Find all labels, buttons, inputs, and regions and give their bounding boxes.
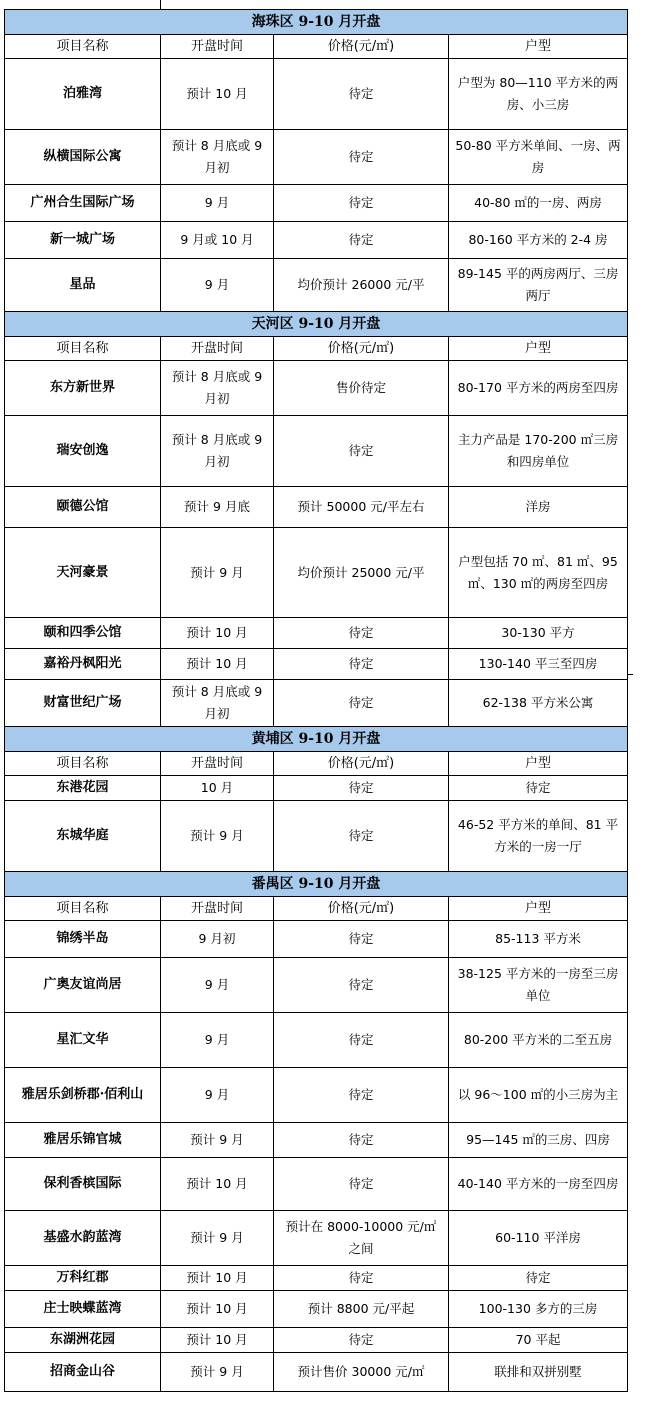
table-row [5, 1068, 628, 1123]
price-cell: 均价预计 26000 元/平 [274, 259, 449, 312]
open-time-cell: 9 月初 [161, 921, 274, 958]
price-cell: 待定 [274, 59, 449, 130]
header-unit-type: 户型 [449, 897, 628, 921]
unit-type-cell: 40-80 ㎡的一房、两房 [449, 185, 628, 222]
price-cell: 均价预计 25000 元/平 [274, 528, 449, 618]
price-cell: 待定 [274, 618, 449, 649]
project-name-cell: 星汇文华 [5, 1013, 161, 1068]
table-row [5, 1013, 628, 1068]
table-row [5, 361, 628, 416]
project-name-cell: 嘉裕丹枫阳光 [5, 649, 161, 680]
header-open-time: 开盘时间 [161, 752, 274, 776]
project-name-cell: 东方新世界 [5, 361, 161, 416]
project-name-cell: 雅居乐剑桥郡·佰利山 [5, 1068, 161, 1123]
price-cell: 待定 [274, 416, 449, 487]
open-time-cell: 10 月 [161, 776, 274, 801]
unit-type-cell: 以 96～100 ㎡的小三房为主 [449, 1068, 628, 1123]
price-cell: 待定 [274, 921, 449, 958]
unit-type-cell: 100-130 多方的三房 [449, 1291, 628, 1328]
open-time-cell: 预计 10 月 [161, 1158, 274, 1211]
unit-type-cell: 80-200 平方米的二至五房 [449, 1013, 628, 1068]
price-cell: 待定 [274, 1158, 449, 1211]
project-name-cell: 万科红郡 [5, 1266, 161, 1291]
unit-type-cell: 待定 [449, 776, 628, 801]
header-project-name: 项目名称 [5, 752, 161, 776]
open-time-cell: 预计 10 月 [161, 1291, 274, 1328]
open-time-cell: 9 月 [161, 958, 274, 1013]
open-time-cell: 预计 10 月 [161, 1266, 274, 1291]
price-cell: 预计 50000 元/平左右 [274, 487, 449, 528]
unit-type-cell: 30-130 平方 [449, 618, 628, 649]
unit-type-cell: 85-113 平方米 [449, 921, 628, 958]
price-cell: 待定 [274, 1328, 449, 1353]
open-time-cell: 预计 8 月底或 9 月初 [161, 130, 274, 185]
project-name-cell: 锦绣半岛 [5, 921, 161, 958]
table-row [5, 801, 628, 872]
open-time-cell: 预计 10 月 [161, 618, 274, 649]
project-name-cell: 保利香槟国际 [5, 1158, 161, 1211]
unit-type-cell: 62-138 平方米公寓 [449, 680, 628, 727]
project-name-cell: 财富世纪广场 [5, 680, 161, 727]
project-name-cell: 东城华庭 [5, 801, 161, 872]
table-row [5, 528, 628, 618]
table-row [5, 1291, 628, 1328]
table-row [5, 958, 628, 1013]
open-time-cell: 预计 9 月 [161, 1353, 274, 1392]
unit-type-cell: 46-52 平方米的单间、81 平方米的一房一厅 [449, 801, 628, 872]
column-header-row [5, 897, 628, 921]
open-time-cell: 预计 9 月 [161, 801, 274, 872]
price-cell: 待定 [274, 680, 449, 727]
table-row [5, 1158, 628, 1211]
header-price: 价格(元/㎡) [274, 337, 449, 361]
price-cell: 待定 [274, 1068, 449, 1123]
launch-schedule-table [4, 9, 628, 1392]
project-name-cell: 东港花园 [5, 776, 161, 801]
unit-type-cell: 40-140 平方米的一房至四房 [449, 1158, 628, 1211]
price-cell: 待定 [274, 958, 449, 1013]
unit-type-cell: 38-125 平方米的一房至三房单位 [449, 958, 628, 1013]
project-name-cell: 新一城广场 [5, 222, 161, 259]
project-name-cell: 泊雅湾 [5, 59, 161, 130]
price-cell: 待定 [274, 1123, 449, 1158]
table-row [5, 222, 628, 259]
table-row [5, 649, 628, 680]
project-name-cell: 瑞安创逸 [5, 416, 161, 487]
unit-type-cell: 60-110 平洋房 [449, 1211, 628, 1266]
region-title: 天河区 9-10 月开盘 [5, 312, 628, 337]
open-time-cell: 9 月 [161, 1013, 274, 1068]
price-cell: 预计售价 30000 元/㎡ [274, 1353, 449, 1392]
open-time-cell: 9 月 [161, 1068, 274, 1123]
open-time-cell: 预计 9 月 [161, 1123, 274, 1158]
unit-type-cell: 户型包括 70 ㎡、81 ㎡、95 ㎡、130 ㎡的两房至四房 [449, 528, 628, 618]
region-header-row [5, 312, 628, 337]
open-time-cell: 预计 8 月底或 9 月初 [161, 680, 274, 727]
top-edge-mark [160, 0, 161, 9]
open-time-cell: 预计 10 月 [161, 649, 274, 680]
project-name-cell: 广奥友谊尚居 [5, 958, 161, 1013]
project-name-cell: 广州合生国际广场 [5, 185, 161, 222]
unit-type-cell: 联排和双拼别墅 [449, 1353, 628, 1392]
price-cell: 待定 [274, 1013, 449, 1068]
open-time-cell: 预计 9 月 [161, 528, 274, 618]
table-row [5, 1123, 628, 1158]
project-name-cell: 纵横国际公寓 [5, 130, 161, 185]
header-unit-type: 户型 [449, 337, 628, 361]
launch-schedule-document [4, 9, 627, 1392]
table-row [5, 185, 628, 222]
header-price: 价格(元/㎡) [274, 752, 449, 776]
table-body [5, 10, 628, 1392]
table-row [5, 130, 628, 185]
open-time-cell: 预计 9 月 [161, 1211, 274, 1266]
unit-type-cell: 洋房 [449, 487, 628, 528]
table-row [5, 680, 628, 727]
project-name-cell: 雅居乐锦官城 [5, 1123, 161, 1158]
header-open-time: 开盘时间 [161, 337, 274, 361]
open-time-cell: 预计 9 月底 [161, 487, 274, 528]
open-time-cell: 预计 8 月底或 9 月初 [161, 361, 274, 416]
column-header-row [5, 35, 628, 59]
header-price: 价格(元/㎡) [274, 35, 449, 59]
project-name-cell: 招商金山谷 [5, 1353, 161, 1392]
open-time-cell: 预计 8 月底或 9 月初 [161, 416, 274, 487]
header-project-name: 项目名称 [5, 337, 161, 361]
region-header-row [5, 10, 628, 35]
table-row [5, 1353, 628, 1392]
unit-type-cell: 70 平起 [449, 1328, 628, 1353]
price-cell: 售价待定 [274, 361, 449, 416]
table-row [5, 1266, 628, 1291]
table-row [5, 259, 628, 312]
open-time-cell: 预计 10 月 [161, 1328, 274, 1353]
header-unit-type: 户型 [449, 35, 628, 59]
header-open-time: 开盘时间 [161, 897, 274, 921]
price-cell: 待定 [274, 801, 449, 872]
region-title: 海珠区 9-10 月开盘 [5, 10, 628, 35]
header-project-name: 项目名称 [5, 35, 161, 59]
project-name-cell: 庄士映蝶蓝湾 [5, 1291, 161, 1328]
price-cell: 预计在 8000-10000 元/㎡之间 [274, 1211, 449, 1266]
open-time-cell: 9 月 [161, 185, 274, 222]
unit-type-cell: 95—145 ㎡的三房、四房 [449, 1123, 628, 1158]
header-project-name: 项目名称 [5, 897, 161, 921]
column-header-row [5, 337, 628, 361]
open-time-cell: 预计 10 月 [161, 59, 274, 130]
project-name-cell: 天河豪景 [5, 528, 161, 618]
unit-type-cell: 130-140 平三至四房 [449, 649, 628, 680]
price-cell: 待定 [274, 1266, 449, 1291]
table-row [5, 1211, 628, 1266]
header-open-time: 开盘时间 [161, 35, 274, 59]
header-unit-type: 户型 [449, 752, 628, 776]
price-cell: 待定 [274, 649, 449, 680]
open-time-cell: 9 月 [161, 259, 274, 312]
project-name-cell: 颐德公馆 [5, 487, 161, 528]
table-row [5, 921, 628, 958]
project-name-cell: 星品 [5, 259, 161, 312]
table-row [5, 1328, 628, 1353]
project-name-cell: 东湖洲花园 [5, 1328, 161, 1353]
unit-type-cell: 户型为 80—110 平方米的两房、小三房 [449, 59, 628, 130]
price-cell: 预计 8800 元/平起 [274, 1291, 449, 1328]
unit-type-cell: 80-160 平方米的 2-4 房 [449, 222, 628, 259]
unit-type-cell: 主力产品是 170-200 ㎡三房和四房单位 [449, 416, 628, 487]
table-row [5, 776, 628, 801]
region-header-row [5, 727, 628, 752]
table-row [5, 416, 628, 487]
unit-type-cell: 50-80 平方米单间、一房、两房 [449, 130, 628, 185]
unit-type-cell: 89-145 平的两房两厅、三房两厅 [449, 259, 628, 312]
region-title: 番禺区 9-10 月开盘 [5, 872, 628, 897]
table-row [5, 59, 628, 130]
column-header-row [5, 752, 628, 776]
price-cell: 待定 [274, 776, 449, 801]
region-title: 黄埔区 9-10 月开盘 [5, 727, 628, 752]
price-cell: 待定 [274, 185, 449, 222]
table-row [5, 487, 628, 528]
price-cell: 待定 [274, 130, 449, 185]
project-name-cell: 颐和四季公馆 [5, 618, 161, 649]
project-name-cell: 基盛水韵蓝湾 [5, 1211, 161, 1266]
table-row [5, 618, 628, 649]
region-header-row [5, 872, 628, 897]
price-cell: 待定 [274, 222, 449, 259]
unit-type-cell: 80-170 平方米的两房至四房 [449, 361, 628, 416]
open-time-cell: 9 月或 10 月 [161, 222, 274, 259]
header-price: 价格(元/㎡) [274, 897, 449, 921]
unit-type-cell: 待定 [449, 1266, 628, 1291]
